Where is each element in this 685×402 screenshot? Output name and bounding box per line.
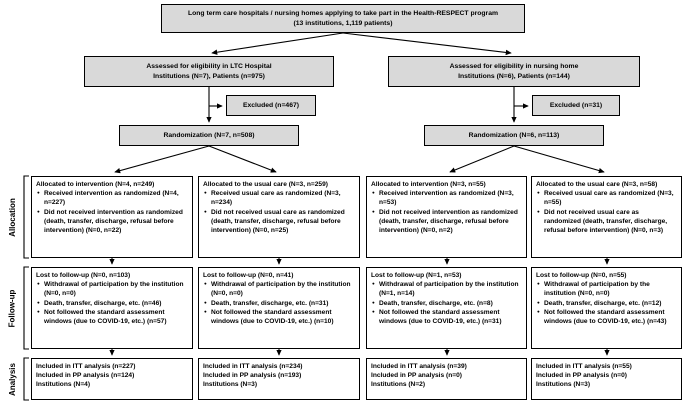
followup-bullet: ● Death, transfer, discharge, etc. (n=46): [36, 299, 188, 308]
followup-title: Lost to follow-up (N=0, n=103): [36, 272, 131, 279]
analysis-itt: Included in ITT analysis (n=227): [36, 363, 136, 370]
followup-bullet: ● Not followed the standard assessment windows (due to COVID-19, etc.) (n=57): [36, 308, 188, 326]
followup-bullet: ● Death, transfer, discharge, etc. (n=31): [203, 299, 355, 308]
followup-bullet: ● Not followed the standard assessment windows (due to COVID-19, etc.) (n=10): [203, 308, 355, 326]
followup-box-nh-usual-care: [531, 267, 682, 349]
followup-bullet: ● Withdrawal of participation by the institution (N=0, n=0): [203, 280, 355, 298]
allocation-title: Allocated to intervention (N=4, n=249): [36, 181, 155, 188]
followup-bullet: ● Withdrawal of participation by the institution (N=0, n=0): [36, 280, 188, 298]
allocation-bullet: ● Did not received intervention as randomized (death, transfer, discharge, refusal before intervention) (N=0, n=2): [371, 208, 522, 236]
analysis-pp: Included in PP analysis (n=0): [536, 372, 627, 380]
header-line1: Long term care hospitals / nursing homes applying to take part in the Health-RESPECT program: [187, 10, 499, 18]
allocation-bullet: ● Did not received usual care as randomized (death, transfer, discharge, refusal before intervention) (N=0, n=3): [536, 208, 677, 236]
allocation-bullet: ● Received intervention as randomized (N=4, n=227): [36, 189, 188, 207]
excluded-box-ltc-hospital: [226, 95, 316, 116]
allocation-title: Allocated to the usual care (N=3, n=259): [203, 181, 328, 188]
followup-bullet: ● Death, transfer, discharge, etc. (n=12): [536, 299, 677, 308]
followup-title: Lost to follow-up (N=1, n=53): [371, 272, 462, 279]
stage-label-analysis: Analysis: [7, 362, 17, 396]
excluded-ltch-text: Excluded (n=467): [242, 101, 300, 109]
assessed-ltch-line1: Assessed for eligibility in LTC Hospital: [146, 63, 272, 71]
followup-bullet: ● Withdrawal of participation by the institution (N=0, n=0): [536, 280, 677, 298]
allocation-bullet: ● Received usual care as randomized (N=3, n=234): [203, 189, 355, 207]
analysis-pp: Included in PP analysis (n=193): [203, 372, 302, 380]
analysis-institutions: Institutions (N=3): [203, 381, 258, 389]
allocation-box-nh-intervention: [366, 176, 527, 258]
allocation-bullet: ● Did not received usual care as randomized (death, transfer, discharge, refusal before intervention) (N=0, n=25): [203, 208, 355, 236]
allocation-bullet: ● Received intervention as randomized (N=3, n=53): [371, 189, 522, 207]
followup-bullet: ● Not followed the standard assessment windows (due to COVID-19, etc.) (n=43): [536, 308, 677, 326]
analysis-box-nh-usual-care: [531, 358, 682, 400]
allocation-title: Allocated to the usual care (N=3, n=58): [536, 181, 658, 188]
randomization-box-ltc-hospital: [119, 125, 299, 146]
analysis-box-nh-intervention: [366, 358, 527, 400]
analysis-institutions: Institutions (N=4): [36, 381, 91, 389]
allocation-box-ltch-usual-care: [198, 176, 360, 258]
followup-box-nh-intervention: [366, 267, 527, 349]
allocation-box-nh-usual-care: [531, 176, 682, 258]
assessed-box-nursing-home: [388, 56, 640, 87]
assessed-nh-line2: Institutions (N=6), Patients (n=144): [458, 72, 570, 80]
analysis-box-ltch-usual-care: [198, 358, 360, 400]
followup-bullet: ● Withdrawal of participation by the institution (N=1, n=14): [371, 280, 522, 298]
analysis-pp: Included in PP analysis (n=0): [371, 372, 462, 380]
analysis-institutions: Institutions (N=2): [371, 381, 426, 389]
followup-bullet: ● Death, transfer, discharge, etc. (n=8): [371, 299, 522, 308]
allocation-box-ltch-intervention: [31, 176, 193, 258]
analysis-box-ltch-intervention: [31, 358, 193, 400]
assessed-ltch-line2: Institutions (N=7), Patients (n=975): [153, 72, 265, 80]
followup-title: Lost to follow-up (N=0, n=55): [536, 272, 627, 279]
header-box: [161, 4, 525, 33]
allocation-title: Allocated to intervention (N=3, n=55): [371, 181, 486, 188]
followup-bullet: ● Not followed the standard assessment windows (due to COVID-19, etc.) (n=31): [371, 308, 522, 326]
analysis-itt: Included in ITT analysis (n=39): [371, 363, 467, 370]
randomization-box-nursing-home: [424, 125, 604, 146]
excluded-box-nursing-home: [532, 95, 620, 116]
randomization-nh-text: Randomization (N=6, n=113): [468, 131, 560, 139]
analysis-itt: Included in ITT analysis (n=234): [203, 363, 303, 370]
stage-label-follow-up: Follow-up: [7, 289, 17, 327]
randomization-ltch-text: Randomization (N=7, n=508): [163, 131, 255, 139]
analysis-pp: Included in PP analysis (n=124): [36, 372, 135, 380]
assessed-nh-line1: Assessed for eligibility in nursing home: [449, 63, 579, 71]
followup-box-ltch-intervention: [31, 267, 193, 349]
excluded-nh-text: Excluded (n=31): [549, 101, 603, 109]
analysis-institutions: Institutions (N=3): [536, 381, 591, 389]
header-line2: (13 institutions, 1,119 patients): [293, 19, 393, 27]
stage-label-allocation: Allocation: [7, 197, 17, 237]
allocation-bullet: ● Received usual care as randomized (N=3, n=55): [536, 189, 677, 207]
assessed-box-ltc-hospital: [84, 56, 334, 87]
analysis-itt: Included in ITT analysis (n=55): [536, 363, 632, 370]
followup-box-ltch-usual-care: [198, 267, 360, 349]
followup-title: Lost to follow-up (N=0, n=41): [203, 272, 294, 279]
allocation-bullet: ● Did not received intervention as randomized (death, transfer, discharge, refusal before intervention) (N=0, n=22): [36, 208, 188, 236]
